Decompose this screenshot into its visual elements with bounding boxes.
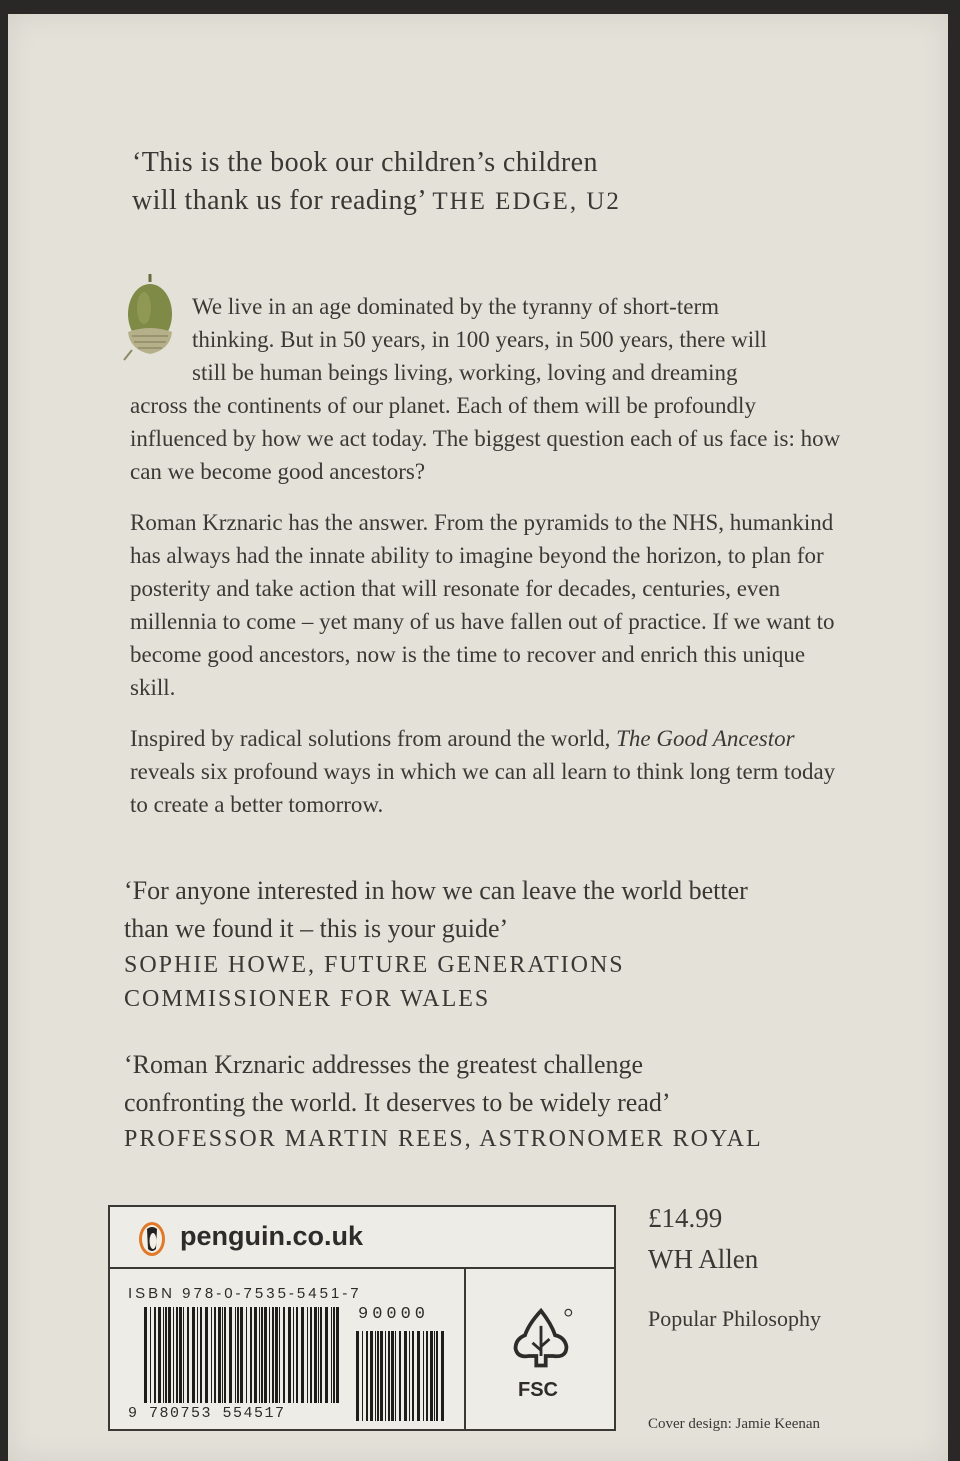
- barcode-bar: [283, 1307, 285, 1403]
- barcode-bar: [310, 1307, 312, 1403]
- barcode-bar: [395, 1331, 396, 1421]
- barcode-bar: [426, 1331, 428, 1421]
- barcode-addon: [356, 1331, 448, 1421]
- body-p3-end: reveals six profound ways in which we can all learn to think long term today to create a better tomorrow.: [130, 759, 836, 817]
- body-p1-line1: We live in an age dominated by the tyranny of short-term: [192, 294, 719, 319]
- barcode-bar: [441, 1331, 444, 1421]
- body-paragraph-3: [130, 722, 850, 821]
- barcode-bar: [331, 1307, 332, 1403]
- barcode-bar: [391, 1331, 394, 1421]
- barcode-bar: [336, 1307, 339, 1403]
- barcode-bar: [229, 1307, 232, 1403]
- barcode-bar: [423, 1331, 424, 1421]
- barcode-bar: [320, 1307, 322, 1403]
- body-paragraph-2: Roman Krznaric has the answer. From the pyramids to the NHS, humankind has always had the innate ability to imagine beyond the horizon, to plan for posterity and take action that will resonate for decades, centuries, even millennia to come – yet many of us have fallen out of practice. If we want to become good ancestors, now is the time to recover and enrich this unique skill.: [130, 510, 835, 700]
- barcode-bar: [296, 1307, 298, 1403]
- barcode-bar: [261, 1307, 263, 1403]
- barcode-bar: [409, 1331, 410, 1421]
- barcode-bar: [224, 1307, 226, 1403]
- barcode-bar: [173, 1307, 174, 1403]
- blurb-rees-attribution: PROFESSOR MARTIN REES, ASTRONOMER ROYAL: [124, 1126, 763, 1152]
- barcode-bar: [154, 1307, 156, 1403]
- blurb-howe-text: ‘For anyone interested in how we can leave the world better than we found it – this is your guide’: [124, 876, 748, 943]
- penguin-logo-icon: [138, 1221, 166, 1257]
- fsc-divider: [464, 1269, 466, 1431]
- barcode-bar: [165, 1307, 167, 1403]
- barcode-bar: [237, 1307, 239, 1403]
- barcode-bar: [404, 1331, 407, 1421]
- barcode-bar: [187, 1307, 189, 1403]
- barcode-bar: [200, 1307, 202, 1403]
- barcode-bar: [259, 1307, 260, 1403]
- barcode-bar: [218, 1307, 221, 1403]
- body-paragraph-1: [130, 290, 850, 488]
- publisher: WH Allen: [648, 1244, 759, 1274]
- barcode-bar: [211, 1307, 212, 1403]
- blurb-howe: [124, 872, 864, 1016]
- barcode-bar: [314, 1307, 317, 1403]
- barcode-bar: [163, 1307, 164, 1403]
- barcode-bar: [412, 1331, 414, 1421]
- barcode-bar: [430, 1331, 433, 1421]
- barcode-bar: [222, 1307, 223, 1403]
- barcode-bar: [272, 1307, 274, 1403]
- top-quote-line2: will thank us for reading’: [132, 185, 425, 216]
- blurb-howe-attribution-1: SOPHIE HOWE, FUTURE GENERATIONS: [124, 952, 625, 978]
- barcode-bar: [417, 1331, 420, 1421]
- barcode-bar: [176, 1307, 178, 1403]
- blurb-howe-attribution-2: COMMISSIONER FOR WALES: [124, 986, 491, 1012]
- book-back-cover: [8, 14, 948, 1461]
- barcode-bar: [318, 1307, 319, 1403]
- barcode-panel: [108, 1205, 616, 1431]
- barcode-bar: [388, 1331, 390, 1421]
- barcode-bar: [325, 1307, 328, 1403]
- barcode-bar: [158, 1307, 161, 1403]
- barcode-main: [144, 1307, 340, 1403]
- barcode-bar: [275, 1307, 278, 1403]
- barcode-bar: [399, 1331, 401, 1421]
- barcode-bar: [179, 1307, 182, 1403]
- top-quote: [132, 144, 772, 221]
- barcode-bar: [333, 1307, 335, 1403]
- barcode-bar: [197, 1307, 198, 1403]
- barcode-bar: [434, 1331, 435, 1421]
- barcode-bar: [288, 1307, 291, 1403]
- barcode-bar: [183, 1307, 184, 1403]
- penguin-website[interactable]: penguin.co.uk: [180, 1221, 364, 1251]
- barcode-bar: [235, 1307, 236, 1403]
- body-p1-rest: across the continents of our planet. Each of them will be profoundly influenced by how we act today. The biggest question each of us face is: how can we become good ancestors?: [130, 393, 841, 484]
- barcode-bar: [254, 1307, 257, 1403]
- barcode-addon-number: 90000: [358, 1305, 430, 1324]
- body-p1-line3: still be human beings living, working, loving and dreaming: [192, 360, 738, 385]
- barcode-bar: [356, 1331, 359, 1421]
- isbn: ISBN 978-0-7535-5451-7: [128, 1285, 362, 1302]
- barcode-bar: [279, 1307, 280, 1403]
- barcode-bar: [192, 1307, 195, 1403]
- penguin-row: [110, 1207, 614, 1269]
- barcode-bar: [150, 1307, 151, 1403]
- fsc-tree-icon: [506, 1307, 576, 1373]
- barcode-bar: [385, 1331, 386, 1421]
- blurb-rees-text: ‘Roman Krznaric addresses the greatest challenge confronting the world. It deserves to be widely read’: [124, 1050, 671, 1117]
- book-title: The Good Ancestor: [616, 726, 795, 751]
- barcode-bar: [168, 1307, 171, 1403]
- cover-design-credit: Cover design: Jamie Keenan: [648, 1416, 821, 1432]
- category: Popular Philosophy: [648, 1306, 821, 1331]
- body-p3-start: Inspired by radical solutions from around the world,: [130, 726, 617, 751]
- blurb-rees: [124, 1046, 864, 1156]
- ean-number: 9 780753 554517: [128, 1405, 286, 1422]
- top-quote-line1: ‘This is the book our children’s children: [132, 147, 598, 178]
- fsc-label: FSC: [518, 1379, 558, 1401]
- barcode-bar: [436, 1331, 438, 1421]
- barcode-bar: [264, 1307, 267, 1403]
- barcode-bar: [144, 1307, 147, 1403]
- barcode-bar: [269, 1307, 270, 1403]
- barcode-bar: [301, 1307, 304, 1403]
- body-p1-line2: thinking. But in 50 years, in 100 years, in 500 years, there will: [192, 327, 767, 352]
- barcode-bar: [362, 1331, 363, 1421]
- price: £14.99: [648, 1203, 723, 1233]
- barcode-bar: [205, 1307, 208, 1403]
- barcode-bar: [307, 1307, 308, 1403]
- barcode-bar: [246, 1307, 247, 1403]
- barcode-bar: [377, 1331, 379, 1421]
- barcode-bar: [293, 1307, 294, 1403]
- barcode-bar: [250, 1307, 252, 1403]
- top-quote-attribution: THE EDGE, U2: [432, 188, 621, 215]
- barcode-bar: [240, 1307, 243, 1403]
- barcode-bar: [370, 1331, 373, 1421]
- barcode-bar: [380, 1331, 383, 1421]
- barcode-bar: [366, 1331, 368, 1421]
- barcode-bar: [214, 1307, 216, 1403]
- barcode-bar: [375, 1331, 376, 1421]
